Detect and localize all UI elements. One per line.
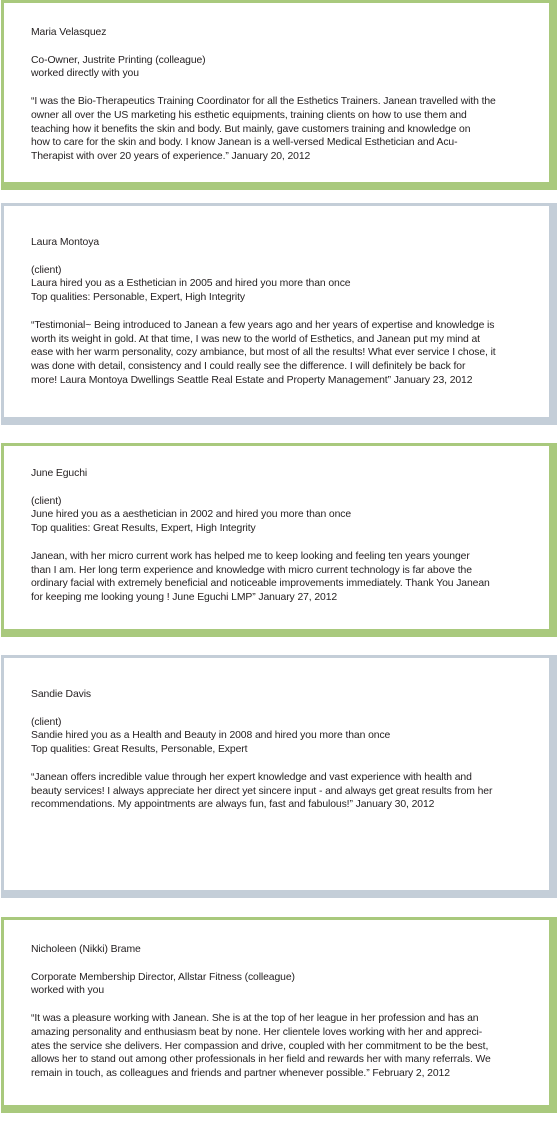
recommendation-text-line: “I was the Bio-Therapeutics Training Coordinator for all the Esthetics Trainers. Janean travelled with the: [31, 95, 496, 107]
recommendation-text-line: beauty services! I always appreciate her direct yet sincere input - and always get great results from her: [31, 785, 493, 797]
recommendation-card: [1, 443, 557, 637]
recommendation-text-line: “Testimonial~ Being introduced to Janean a few years ago and her years of expertise and knowledge is: [31, 319, 495, 331]
recommender-relationship: (client): [31, 495, 62, 507]
recommendation-text-line: teaching how it benefits the skin and body. But mainly, gave customers training and knowledge on: [31, 123, 471, 135]
recommendation-content: [31, 943, 523, 1105]
recommendation-text-line: worth its weight in gold. At that time, I was new to the world of Esthetics, and Janean put my mind at: [31, 333, 480, 345]
recommender-name: June Eguchi: [31, 468, 88, 479]
recommender-context: Sandie hired you as a Health and Beauty in 2008 and hired you more than once: [31, 730, 391, 742]
recommendation-text-line: owner all over the US marketing his esthetic equipments, training clients on how to use them and: [31, 109, 467, 121]
recommender-relationship: Co-Owner, Justrite Printing (colleague): [31, 54, 206, 66]
recommender-qualities: Top qualities: Great Results, Expert, High Integrity: [31, 523, 256, 535]
recommendation-text-line: was done with detail, consistency and I could really see the difference. I will definitely be back for: [31, 361, 466, 373]
recommendation-text-line: remain in touch, as colleagues and friends and partner whenever possible.” February 2, 2012: [31, 1068, 450, 1080]
recommender-relationship: (client): [31, 264, 62, 276]
recommendation-card: [1, 0, 557, 190]
recommendation-text-line: Janean, with her micro current work has helped me to keep looking and feeling ten years younger: [31, 550, 470, 562]
recommendation-text-line: amazing personality and enthusiasm beat by none. Her clientele loves working with her and appreci-: [31, 1026, 483, 1038]
recommendation-content: [31, 467, 523, 629]
recommendation-card: [1, 917, 557, 1113]
recommendation-text-line: more! Laura Montoya Dwellings Seattle Real Estate and Property Management” January 23, 2012: [31, 374, 473, 386]
recommendation-content: [31, 688, 523, 890]
recommender-name: Laura Montoya: [31, 237, 100, 248]
recommendation-text-line: for keeping me looking young ! June Eguchi LMP” January 27, 2012: [31, 592, 338, 604]
recommender-name: Sandie Davis: [31, 689, 92, 700]
recommendation-text-line: than I am. Her long term experience and knowledge with micro current technology is far above the: [31, 564, 472, 576]
recommendation-text-line: “It was a pleasure working with Janean. She is at the top of her league in her profession and has an: [31, 1012, 479, 1024]
recommender-qualities: Top qualities: Personable, Expert, High Integrity: [31, 292, 245, 304]
recommendation-content: [31, 236, 523, 417]
recommendation-text-line: recommendations. My appointments are always fun, fast and fabulous!” January 30, 2012: [31, 799, 435, 811]
recommendation-card: [1, 655, 557, 898]
recommendation-text-line: ates the service she delivers. Her compassion and drive, coupled with her commitment to be the best,: [31, 1040, 489, 1052]
recommendation-text-line: allows her to stand out among other professionals in her field and rewards her with many referrals. We: [31, 1054, 491, 1066]
recommender-context: worked with you: [31, 985, 105, 997]
recommender-name: Nicholeen (Nikki) Brame: [31, 944, 141, 955]
recommender-relationship: Corporate Membership Director, Allstar Fitness (colleague): [31, 971, 295, 983]
recommendation-text-line: Therapist with over 20 years of experience.” January 20, 2012: [31, 151, 311, 163]
recommender-context: June hired you as a aesthetician in 2002 and hired you more than once: [31, 509, 352, 521]
recommendation-content: [31, 26, 523, 182]
recommender-context: worked directly with you: [31, 68, 139, 80]
recommendation-text-line: how to care for the skin and body. I know Janean is a well-versed Medical Esthetician and Acu-: [31, 137, 458, 149]
recommender-name: Maria Velasquez: [31, 27, 107, 38]
recommendation-text-line: ease with her warm personality, cozy ambiance, but most of all the results! What ever service I chose, it: [31, 347, 496, 359]
recommendation-text-line: ordinary facial with extremely beneficial and noticeable improvements immediately. Thank You Janean: [31, 578, 490, 590]
recommender-relationship: (client): [31, 716, 62, 728]
recommender-context: Laura hired you as a Esthetician in 2005 and hired you more than once: [31, 278, 351, 290]
recommendation-card: [1, 203, 557, 425]
recommender-qualities: Top qualities: Great Results, Personable, Expert: [31, 744, 248, 756]
recommendation-text-line: “Janean offers incredible value through her expert knowledge and vast experience with health and: [31, 771, 472, 783]
